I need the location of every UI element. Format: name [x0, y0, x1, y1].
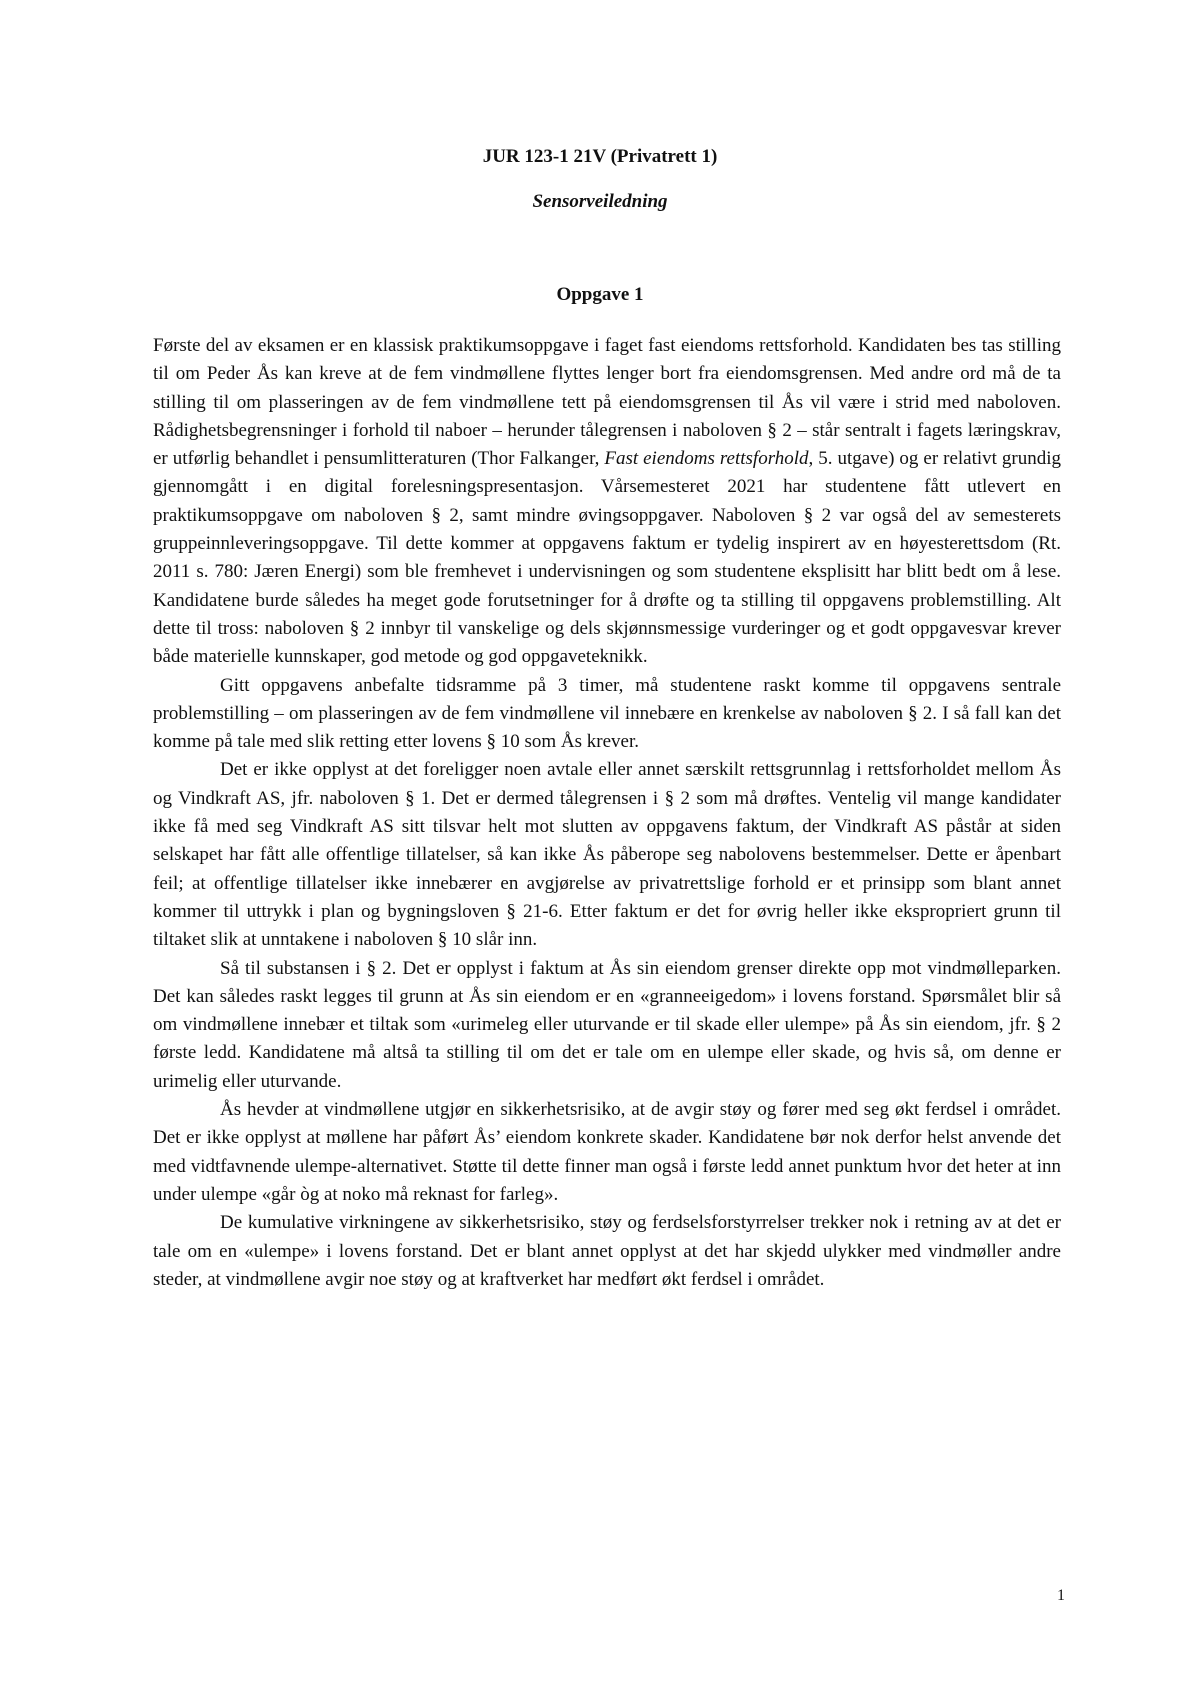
document-title: JUR 123-1 21V (Privatrett 1) [482, 146, 718, 167]
paragraph-5: Ås hevder at vindmøllene utgjør en sikkerhetsrisiko, at de avgir støy og fører med seg økt ferdsel i området. Det er ikke opplyst at møllene har påført Ås’ eiendom konkrete skader. Kandidatene bør nok derfor helst anvende det med vidtfavnende ulempe-alternativet. Støtte til dette finner man også i første ledd annet punktum hvor det heter at inn under ulempe «går òg at noko må reknast for farleg». [153, 1099, 1061, 1205]
paragraph-1-part-2: , 5. utgave) og er relativt grundig gjennomgått i en digital forelesningspresentasjon. Vårsemesteret 2021 har studentene fått utlevert en praktikumsoppgave om naboloven § 2, samt mindre øvingsoppgaver. Naboloven § 2 var også del av semesterets gruppeinnleveringsoppgave. Til dette kommer at oppgavens faktum er tydelig inspirert av en høyesterettsdom (Rt. 2011 s. 780: Jæren Energi) som ble fremhevet i undervisningen og som studentene eksplisitt har blitt bedt om å lese. Kandidatene burde således ha meget gode forutsetninger for å drøfte og ta stilling til oppgavens problemstilling. Alt dette til tross: naboloven § 2 innbyr til vanskelige og dels skjønnsmessige vurderinger og et godt oppgavesvar krever både materielle kunnskaper, god metode og god oppgaveteknikk. [153, 448, 1061, 668]
paragraph-2: Gitt oppgavens anbefalte tidsramme på 3 timer, må studentene raskt komme til oppgavens sentrale problemstilling – om plasseringen av de fem vindmøllene vil innebære en krenkelse av naboloven § 2. I så fall kan det komme på tale med slik retting etter lovens § 10 som Ås krever. [153, 674, 1061, 753]
paragraph-1-part-1: Første del av eksamen er en klassisk praktikumsoppgave i faget fast eiendoms rettsforhold. Kandidaten bes tas stilling til om Peder Ås kan kreve at de fem vindmøllene flyttes lenger bort fra eiendomsgrensen. Med andre ord må de ta stilling til om plasseringen av de fem vindmøllene tett på eiendomsgrensen til Ås vil være i strid med naboloven. Rådighetsbegrensninger i forhold til naboer – herunder tålegrensen i naboloven § 2 – står sentralt i fagets læringskrav, er utførlig behandlet i pensumlitteraturen (Thor Falkanger, [153, 335, 1061, 470]
paragraph-3: Det er ikke opplyst at det foreligger noen avtale eller annet særskilt rettsgrunnlag i rettsforholdet mellom Ås og Vindkraft AS, jfr. naboloven § 1. Det er dermed tålegrensen i § 2 som må drøftes. Ventelig vil mange kandidater ikke få med seg Vindkraft AS sitt tilsvar helt mot slutten av oppgavens faktum, der Vindkraft AS påstår at siden selskapet har fått alle offentlige tillatelser, så kan ikke Ås påberope seg nabolovens bestemmelser. Dette er åpenbart feil; at offentlige tillatelser ikke innebærer en avgjørelse av privatrettslige forhold er et prinsipp som blant annet kommer til uttrykk i plan og bygningsloven § 21-6. Etter faktum er det for øvrig heller ikke ekspropriert grunn til tiltaket slik at unntakene i naboloven § 10 slår inn. [153, 759, 1061, 951]
book-title: Fast eiendoms rettsforhold [604, 448, 809, 470]
section-heading: Oppgave 1 [556, 284, 644, 305]
paragraph-1 [153, 332, 1061, 672]
page-number: 1 [1057, 1587, 1065, 1604]
document-body [153, 332, 1061, 1294]
paragraph-6: De kumulative virkningene av sikkerhetsrisiko, støy og ferdselsforstyrrelser trekker nok i retning av at det er tale om en «ulempe» i lovens forstand. Det er blant annet opplyst at det har skjedd ulykker med vindmøller andre steder, at vindmøllene avgir noe støy og at kraftverket har medført økt ferdsel i området. [153, 1212, 1061, 1290]
paragraph-4: Så til substansen i § 2. Det er opplyst i faktum at Ås sin eiendom grenser direkte opp mot vindmølleparken. Det kan således raskt legges til grunn at Ås sin eiendom er en «granneeigedom» i lovens forstand. Spørsmålet blir så om vindmøllene innebær et tiltak som «urimeleg eller uturvande er til skade eller ulempe» på Ås sin eiendom, jfr. § 2 første ledd. Kandidatene må altså ta stilling til om det er tale om en ulempe eller skade, og hvis så, om denne er urimelig eller uturvande. [153, 957, 1061, 1092]
document-subtitle: Sensorveiledning [532, 191, 668, 212]
